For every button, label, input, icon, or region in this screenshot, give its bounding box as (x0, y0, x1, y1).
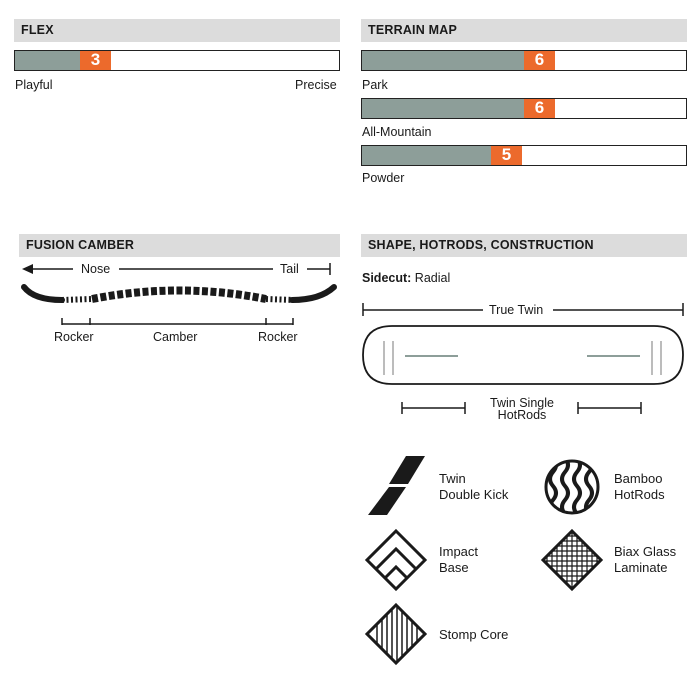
feature-label-line2: Laminate (614, 560, 668, 575)
biax-glass-laminate-icon (540, 528, 604, 592)
feature-twin-double-kick (439, 471, 508, 503)
feature-label-line1: Impact (439, 544, 479, 559)
impact-base-icon (367, 531, 425, 589)
terrain-value-park: 6 (524, 51, 555, 70)
rocker-right-label: Rocker (258, 330, 298, 344)
true-twin-label: True Twin (489, 303, 544, 317)
nose-label: Nose (81, 262, 111, 276)
camber-header: FUSION CAMBER (19, 234, 340, 257)
terrain-label-powder: Powder (362, 171, 405, 185)
feature-biax-glass-laminate (614, 544, 676, 576)
feature-label-line1: Stomp Core (439, 627, 509, 642)
sidecut-value: Radial (411, 271, 451, 285)
feature-label-line2: Base (439, 560, 469, 575)
terrain-value-all-mountain: 6 (524, 99, 555, 118)
tail-label: Tail (280, 262, 299, 276)
feature-label-line1: Bamboo (614, 471, 663, 486)
terrain-value-powder: 5 (491, 146, 522, 165)
terrain-header: TERRAIN MAP (361, 19, 687, 42)
flex-value: 3 (80, 51, 111, 70)
terrain-label-all-mountain: All-Mountain (362, 125, 432, 139)
feature-label-line1: Biax Glass (614, 544, 677, 559)
flex-header: FLEX (14, 19, 340, 42)
stomp-core-icon (367, 600, 425, 668)
feature-stomp-core (439, 627, 508, 643)
rocker-left-label: Rocker (54, 330, 94, 344)
flex-left-label: Playful (15, 78, 53, 92)
feature-bamboo-hotrods (614, 471, 665, 503)
feature-impact-base (439, 544, 478, 576)
hotrods-label-line2: HotRods (497, 408, 547, 422)
camber-label: Camber (153, 330, 198, 344)
feature-label-line1: Twin (439, 471, 466, 486)
terrain-label-park: Park (362, 78, 388, 92)
sidecut-label: Sidecut: (362, 271, 412, 285)
twin-double-kick-icon (368, 456, 425, 515)
bamboo-hotrods-icon (546, 458, 598, 514)
flex-right-label: Precise (295, 78, 337, 92)
shape-header: SHAPE, HOTRODS, CONSTRUCTION (361, 234, 687, 257)
feature-label-line2: HotRods (614, 487, 665, 502)
hotrods-label-line1: Twin Single (490, 396, 554, 410)
feature-label-line2: Double Kick (439, 487, 509, 502)
